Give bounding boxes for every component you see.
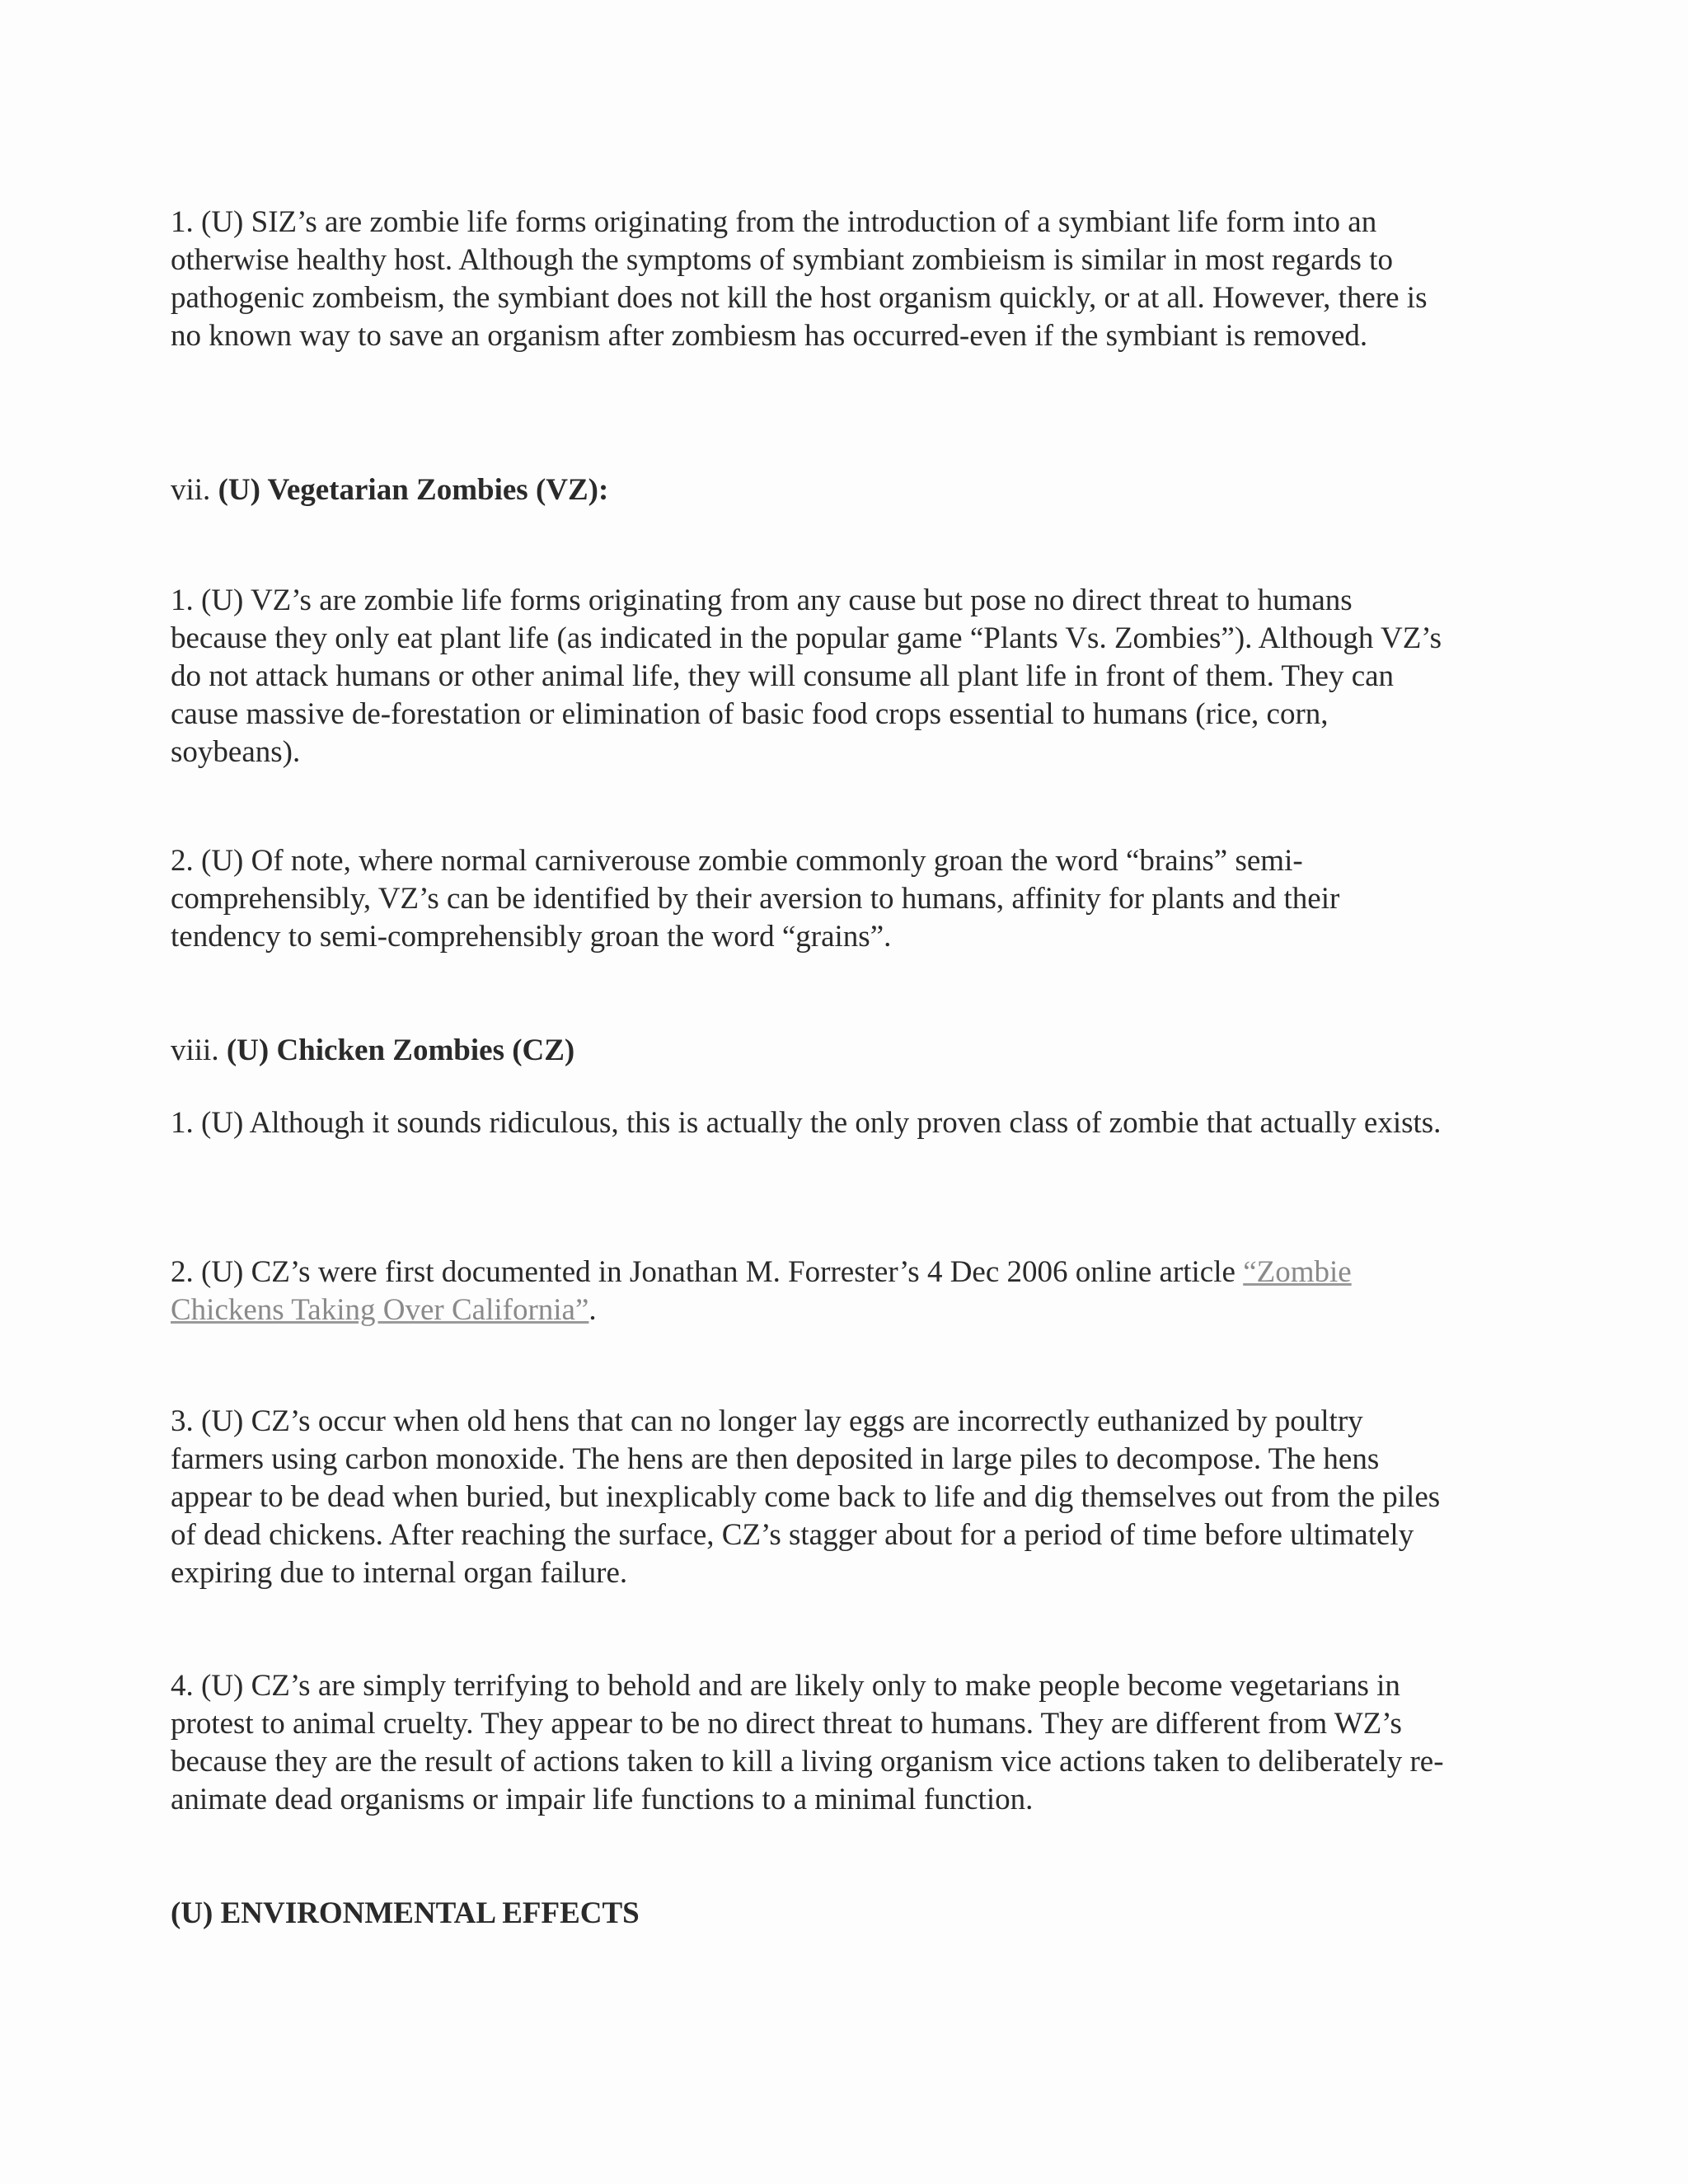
cz-heading-number: viii. xyxy=(171,1033,219,1067)
cz-item-3: 3. (U) CZ’s occur when old hens that can no longer lay eggs are incorrectly euthanized by poultry farmers using carbon monoxide. The hens are then deposited in large piles to decompose. The hens appear to be dead when buried, but inexplicably come back to life and dig themselves out from the piles of dead chickens. After reaching the surface, CZ’s stagger about for a period of time before ultimately expiring due to internal organ failure. xyxy=(171,1404,1441,1590)
vz-heading xyxy=(171,471,608,509)
siz-item-1: 1. (U) SIZ’s are zombie life forms originating from the introduction of a symbiant life form into an otherwise healthy host. Although the symptoms of symbiant zombieism is similar in most regards to pathogenic zombeism, the symbiant does not kill the host organism quickly, or at all. However, there is no known way to save an organism after zombiesm has occurred-even if the symbiant is removed. xyxy=(171,205,1428,353)
article-link[interactable]: “Zombie Chickens Taking Over California” xyxy=(171,1255,1352,1327)
vz-item-1: 1. (U) VZ’s are zombie life forms originating from any cause but pose no direct threat to humans because they only eat plant life (as indicated in the popular game “Plants Vs. Zombies”). Although VZ’s do not attack humans or other animal life, they will consume all plant life in front of them. They can cause massive de-forestation or elimination of basic food crops essential to humans (rice, corn, soybeans). xyxy=(171,583,1442,769)
cz-item-1: 1. (U) Although it sounds ridiculous, this is actually the only proven class of zombie that actually exists. xyxy=(171,1106,1442,1140)
cz-item-2-suffix: . xyxy=(588,1293,597,1327)
section-heading: (U) ENVIRONMENTAL EFFECTS xyxy=(171,1896,640,1930)
cz-item-2-text: 2. (U) CZ’s were first documented in Jonathan M. Forrester’s 4 Dec 2006 online article xyxy=(171,1255,1244,1289)
cz-heading xyxy=(171,1032,574,1070)
cz-item-4: 4. (U) CZ’s are simply terrifying to behold and are likely only to make people become vegetarians in protest to animal cruelty. They appear to be no direct threat to humans. They are different from WZ’s because they are the result of actions taken to kill a living organism vice actions taken to deliberately re-animate dead organisms or impair life functions to a minimal function. xyxy=(171,1669,1444,1816)
cz-heading-title: (U) Chicken Zombies (CZ) xyxy=(226,1033,575,1067)
cz-item-2 xyxy=(171,1254,1456,1329)
vz-heading-number: vii. xyxy=(171,473,211,507)
vz-heading-title: (U) Vegetarian Zombies (VZ): xyxy=(218,473,609,507)
vz-item-2: 2. (U) Of note, where normal carniverouse zombie commonly groan the word “brains” semi-comprehensibly, VZ’s can be identified by their aversion to humans, affinity for plants and their tendency to semi-comprehensibly groan the word “grains”. xyxy=(171,844,1340,954)
